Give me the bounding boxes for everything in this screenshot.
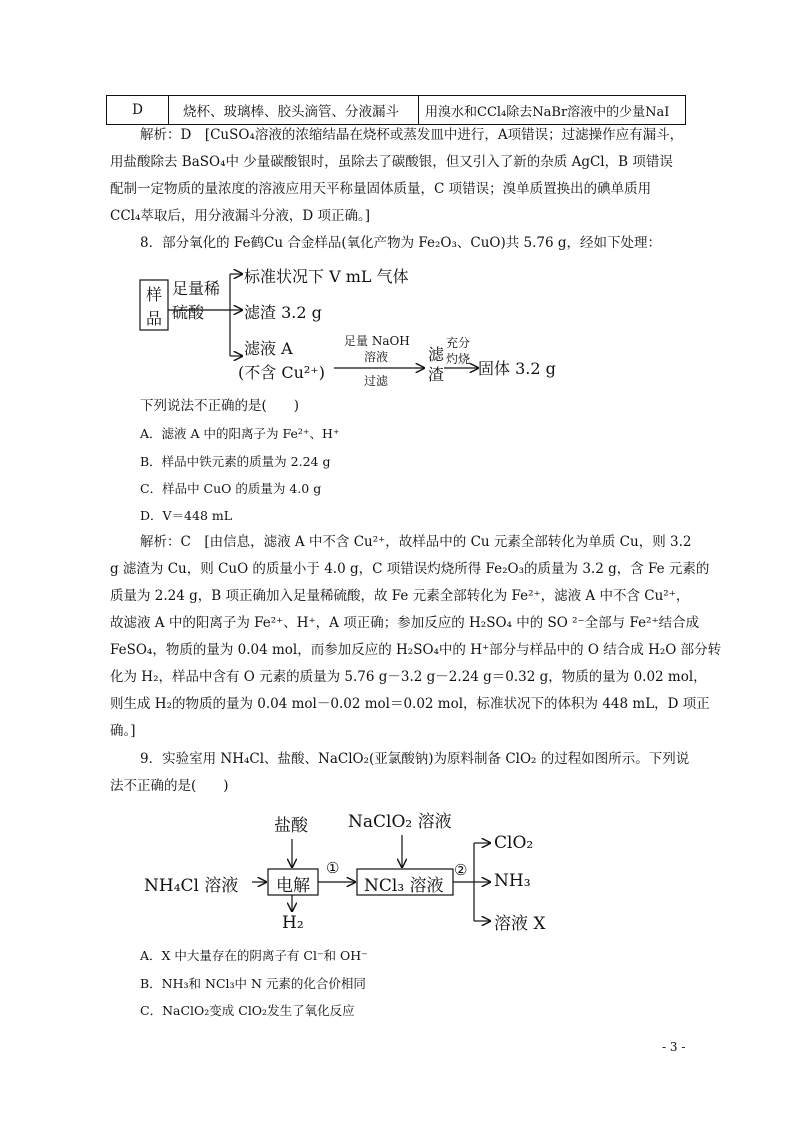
- page-number: - 3 -: [662, 1040, 686, 1054]
- electrolysis-box: 电解: [276, 876, 310, 896]
- question8-option-d: D．V＝448 mL: [140, 508, 233, 523]
- acid-label-1: 足量稀: [172, 279, 221, 298]
- analysis8-line7: 则生成 H₂的物质的量为 0.04 mol－0.02 mol＝0.02 mol，标准状况下的体积为 448 mL，D 项正: [110, 696, 710, 712]
- question9-option-a: A．X 中大量存在的阴离子有 Cl⁻和 OH⁻: [140, 948, 368, 963]
- question8-stem: 8．部分氧化的 Fe鹤Cu 合金样品(氧化产物为 Fe₂O₃、CuO)共 5.76 g，经如下处理：: [140, 235, 662, 251]
- analysis8-line4: 故滤液 A 中的阳离子为 Fe²⁺、H⁺，A 项正确；参加反应的 H₂SO₄ 中的 SO ²⁻全部与 Fe²⁺结合成: [110, 615, 700, 631]
- question9-stem-line1: 9．实验室用 NH₄Cl、盐酸、NaClO₂(亚氯酸钠)为原料制备 ClO₂ 的过程如图所示。下列说: [140, 751, 690, 767]
- burn-label-1: 充分: [446, 336, 471, 350]
- filter-label: 过滤: [364, 374, 389, 388]
- analysis7-line2: 用盐酸除去 BaSO₄中 少量碳酸银时，虽除去了碳酸银，但又引入了新的杂质 AgCl，B 项错误: [110, 154, 673, 170]
- analysis8-line5: FeSO₄，物质的量为 0.04 mol，而参加反应的 H₂SO₄中的 H⁺部分与样品中的 O 结合成 H₂O 部分转: [110, 642, 722, 658]
- question9-stem-line2: 法不正确的是( ): [110, 778, 229, 794]
- analysis8-line8: 确。]: [110, 723, 136, 739]
- naoh-label-2: 溶液: [364, 350, 389, 364]
- acid-label-2: 硫酸: [172, 303, 205, 322]
- residue-label: 滤渣 3.2 g: [244, 303, 322, 322]
- burn-label-2: 灼烧: [446, 352, 471, 366]
- analysis8-line2: g 滤渣为 Cu，则 CuO 的质量小于 4.0 g，C 项错误灼烧所得 Fe₂O₃的质量为 3.2 g，含 Fe 元素的: [110, 561, 710, 577]
- hcl-label: 盐酸: [274, 816, 308, 836]
- residue2-label-2: 渣: [428, 365, 445, 384]
- question8-option-b: B．样品中铁元素的质量为 2.24 g: [140, 454, 331, 469]
- question8-option-a: A．滤液 A 中的阳离子为 Fe²⁺、H⁺: [140, 426, 340, 441]
- analysis7-line1: 解析：D [CuSO₄溶液的浓缩结晶在烧杯或蒸发皿中进行，A项错误；过滤操作应有漏斗，: [140, 127, 684, 143]
- analysis7-line3: 配制一定物质的量浓度的溶液应用天平称量固体质量，C 项错误；溴单质置换出的碘单质用: [110, 181, 652, 197]
- ncl3-box: NCl₃ 溶液: [364, 876, 444, 896]
- residue2-label-1: 滤: [428, 345, 445, 364]
- naoh-label-1: 足量 NaOH: [344, 334, 410, 348]
- answer-table-row: [106, 95, 686, 125]
- analysis7-line4: CCl₄萃取后，用分液漏斗分液，D 项正确。]: [110, 208, 371, 224]
- question9-flow-diagram: [140, 803, 560, 935]
- step1-label: ①: [326, 859, 340, 877]
- sample-label-1: 样: [146, 285, 163, 304]
- question8-option-c: C．样品中 CuO 的质量为 4.0 g: [140, 481, 322, 496]
- step2-label: ②: [454, 861, 468, 879]
- question8-flow-diagram: [138, 262, 578, 387]
- h2-label: H₂: [282, 913, 304, 933]
- clo2-label: ClO₂: [494, 833, 534, 853]
- table-cell-option: D: [107, 96, 169, 124]
- table-cell-apparatus: 烧杯、玻璃棒、胶头滴管、分液漏斗: [169, 96, 419, 124]
- analysis8-line3: 质量为 2.24 g，B 项正确加入足量稀硫酸，故 Fe 元素全部转化为 Fe²⁺，滤液 A 中不含 Cu²⁺，: [110, 588, 690, 604]
- filtrate-note: (不含 Cu²⁺): [238, 363, 325, 382]
- nh3-label: NH₃: [494, 871, 531, 891]
- nh4cl-label: NH₄Cl 溶液: [144, 876, 239, 896]
- solution-x-label: 溶液 X: [494, 914, 546, 934]
- question9-option-c: C．NaClO₂变成 ClO₂发生了氧化反应: [140, 1003, 355, 1018]
- question9-option-b: B．NH₃和 NCl₃中 N 元素的化合价相同: [140, 976, 366, 991]
- naclo2-label: NaClO₂ 溶液: [348, 812, 452, 832]
- analysis8-line1: 解析：C [由信息，滤液 A 中不含 Cu²⁺，故样品中的 Cu 元素全部转化为单质 Cu，则 3.2: [140, 534, 692, 550]
- analysis8-line6: 化为 H₂，样品中含有 O 元素的质量为 5.76 g－3.2 g－2.24 g＝0.32 g，物质的量为 0.02 mol，: [110, 669, 707, 685]
- question8-ask: 下列说法不正确的是( ): [140, 398, 300, 414]
- solid-label: 固体 3.2 g: [478, 359, 556, 378]
- table-cell-method: 用溴水和CCl₄除去NaBr溶液中的少量NaI: [425, 104, 670, 120]
- gas-label: 标准状况下 V mL 气体: [244, 267, 409, 286]
- filtrate-label: 滤液 A: [244, 339, 293, 358]
- sample-label-2: 品: [146, 309, 163, 328]
